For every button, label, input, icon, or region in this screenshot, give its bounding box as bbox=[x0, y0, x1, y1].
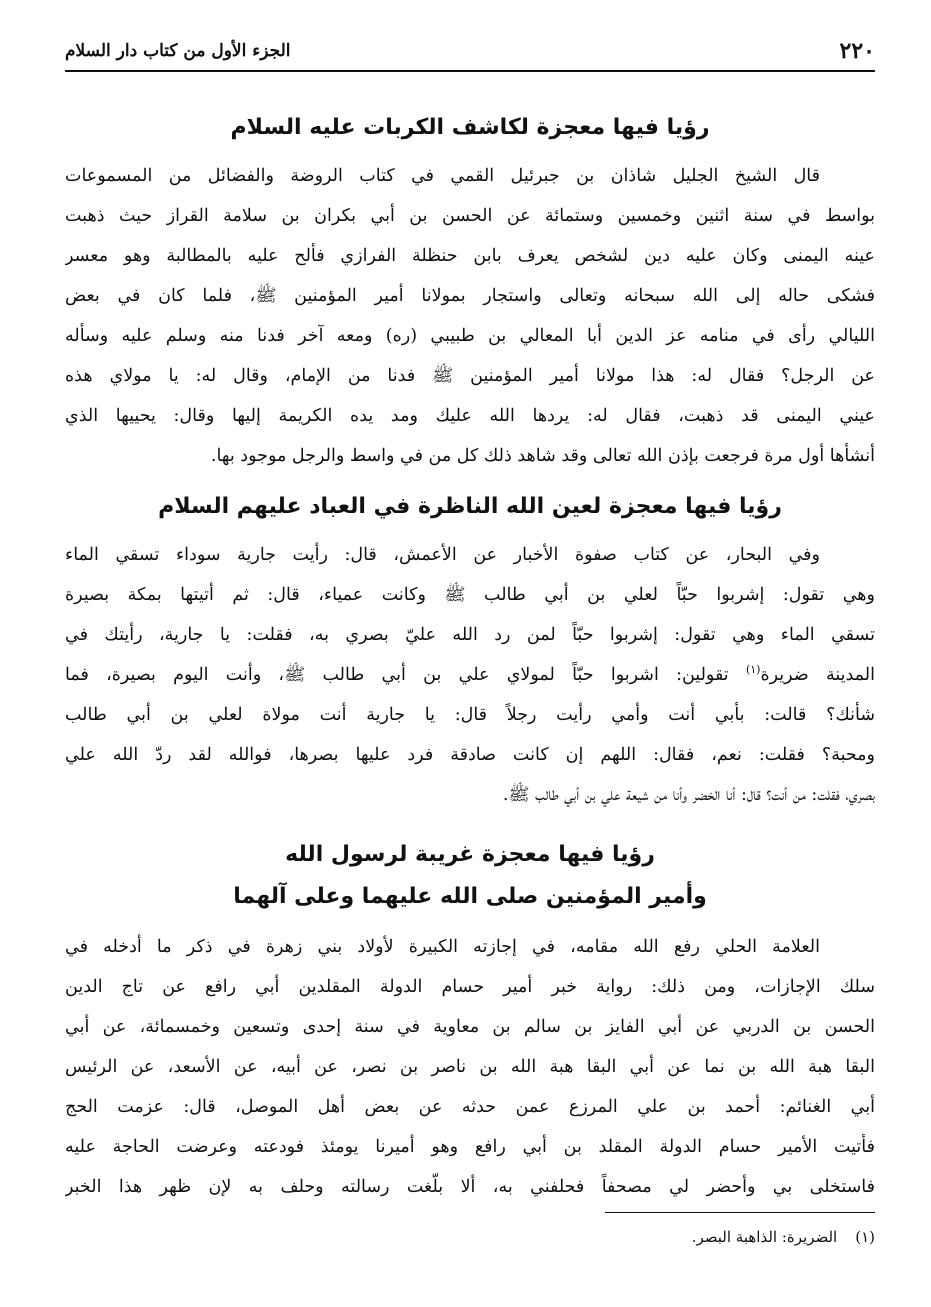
text-line: شأنك؟ قالت: بأبي أنت وأمي رأيت رجلاً قال: يا جارية أنت مولاة لعلي بن أبي طالب bbox=[65, 705, 875, 725]
section-heading-3-line-2: وأمير المؤمنين صلى الله عليهما وعلى آلهما bbox=[233, 884, 707, 909]
text-line: المدينة ضريرة$^{(١)}$ تقولين: اشربوا حبّاً لمولاي علي بن أبي طالب ﷺ، وأنت اليوم بصيرة، فما bbox=[65, 663, 875, 685]
text-line: وفي البحار، عن كتاب صفوة الأخبار عن الأعمش، قال: رأيت جارية سوداء تسقي الماء bbox=[65, 545, 820, 565]
text-line: عيني اليمنى قد ذهبت، فقال له: يردها الله عليك ومد يده الكريمة إليها وقال: يحييها الذي bbox=[65, 406, 875, 426]
text-line: عينه اليمنى وكان عليه دين لشخص يعرف بابن حنظلة الفرازي فألح عليه بالمطالبة وهو معسر bbox=[65, 246, 875, 266]
footnote bbox=[65, 1224, 875, 1250]
section-heading-3-line-1: رؤيا فيها معجزة غريبة لرسول الله bbox=[285, 842, 655, 867]
footnote-text: الضريرة: الذاهبة البصر. bbox=[691, 1228, 838, 1246]
section-heading-2: رؤيا فيها معجزة لعين الله الناظرة في العباد عليهم السلام bbox=[158, 494, 782, 519]
text-line: ومحبة؟ فقلت: نعم، فقال: اللهم إن كانت صادقة فرد عليها بصرها، فوالله لقد ردّ الله علي bbox=[65, 745, 875, 765]
section-heading-1: رؤيا فيها معجزة لكاشف الكربات عليه السلام bbox=[230, 115, 710, 140]
text-line: فشكى حاله إلى الله سبحانه وتعالى واستجار بمولانا أمير المؤمنين ﷺ، فلما كان في بعض bbox=[65, 286, 875, 306]
text-line: سلك الإجازات، ومن ذلك: رواية خبر أمير حسام الدولة المقلدين أبي رافع عن تاج الدين bbox=[65, 977, 875, 997]
section-2-paragraph bbox=[65, 535, 875, 815]
page-number: ٢٢٠ bbox=[839, 38, 875, 64]
footnote-marker: (١) bbox=[855, 1228, 875, 1246]
header-divider bbox=[65, 70, 875, 72]
running-header bbox=[65, 36, 875, 66]
text-line: البقا هبة الله بن نما عن أبي البقا هبة الله بن ناصر بن نصر، عن أبيه، عن الأسعد، عن الرئيس bbox=[65, 1057, 875, 1077]
text-line: بصري، فقلت: من أنت؟ قال: أنا الخضر وأنا من شيعة علي بن أبي طالب ﷺ. bbox=[502, 785, 875, 805]
footnote-divider bbox=[605, 1212, 875, 1213]
running-header-title: الجزء الأول من كتاب دار السلام bbox=[65, 41, 291, 61]
text-line: عن الرجل؟ فقال له: هذا مولانا أمير المؤمنين ﷺ فدنا من الإمام، وقال له: يا مولاي هذه bbox=[65, 366, 875, 386]
text-line: فاستخلى بي وأحضر لي مصحفاً فحلفني به، ألا بلّغت رسالته وحلف به لإن ظهر هذا الخبر bbox=[65, 1177, 875, 1197]
text-line: أبي الغنائم: أحمد بن علي المرزع عمن حدثه عن بعض أهل الموصل، قال: عزمت الحج bbox=[65, 1097, 875, 1117]
text-line: قال الشيخ الجليل شاذان بن جبرئيل القمي في كتاب الروضة والفضائل من المسموعات bbox=[65, 166, 820, 186]
text-line: العلامة الحلي رفع الله مقامه، في إجازته الكبيرة لأولاد بني زهرة في ذكر ما أدخله في bbox=[65, 937, 820, 957]
text-line: الليالي رأى في منامه عز الدين أبا المعالي بن طبيبي (ره) ومعه آخر فدنا منه وسلم عليه وسأله bbox=[65, 326, 875, 346]
text-line: بواسط في سنة اثنين وخمسين وستمائة عن الحسن بن أبي بكران بن سلامة القراز حيث ذهبت bbox=[65, 206, 875, 226]
text-line: وهي تقول: إشربوا حبّاً لعلي بن أبي طالب ﷺ وكانت عمياء، قال: ثم أتيتها بمكة بصيرة bbox=[65, 585, 875, 605]
footnote-reference: (١) bbox=[745, 663, 761, 677]
text-line: أنشأها أول مرة فرجعت بإذن الله تعالى وقد شاهد ذلك كل من في واسط والرجل موجود بها. bbox=[210, 446, 875, 466]
text-line: فأتيت الأمير حسام الدولة المقلد بن أبي رافع وهو أميرنا يومئذ فودعته وعرضت الحاجة عليه bbox=[65, 1137, 875, 1157]
text-line: الحسن بن الدربي عن أبي الفايز بن سالم بن معاوية في سنة إحدى وتسعين وخمسمائة، عن أبي bbox=[65, 1017, 875, 1037]
text-line: تسقي الماء وهي تقول: إشربوا حبّاً لمن رد الله عليّ بصري به، فقلت: يا جارية، رأيتك في bbox=[65, 625, 875, 645]
section-3-paragraph bbox=[65, 927, 875, 1207]
section-1-paragraph bbox=[65, 156, 875, 476]
